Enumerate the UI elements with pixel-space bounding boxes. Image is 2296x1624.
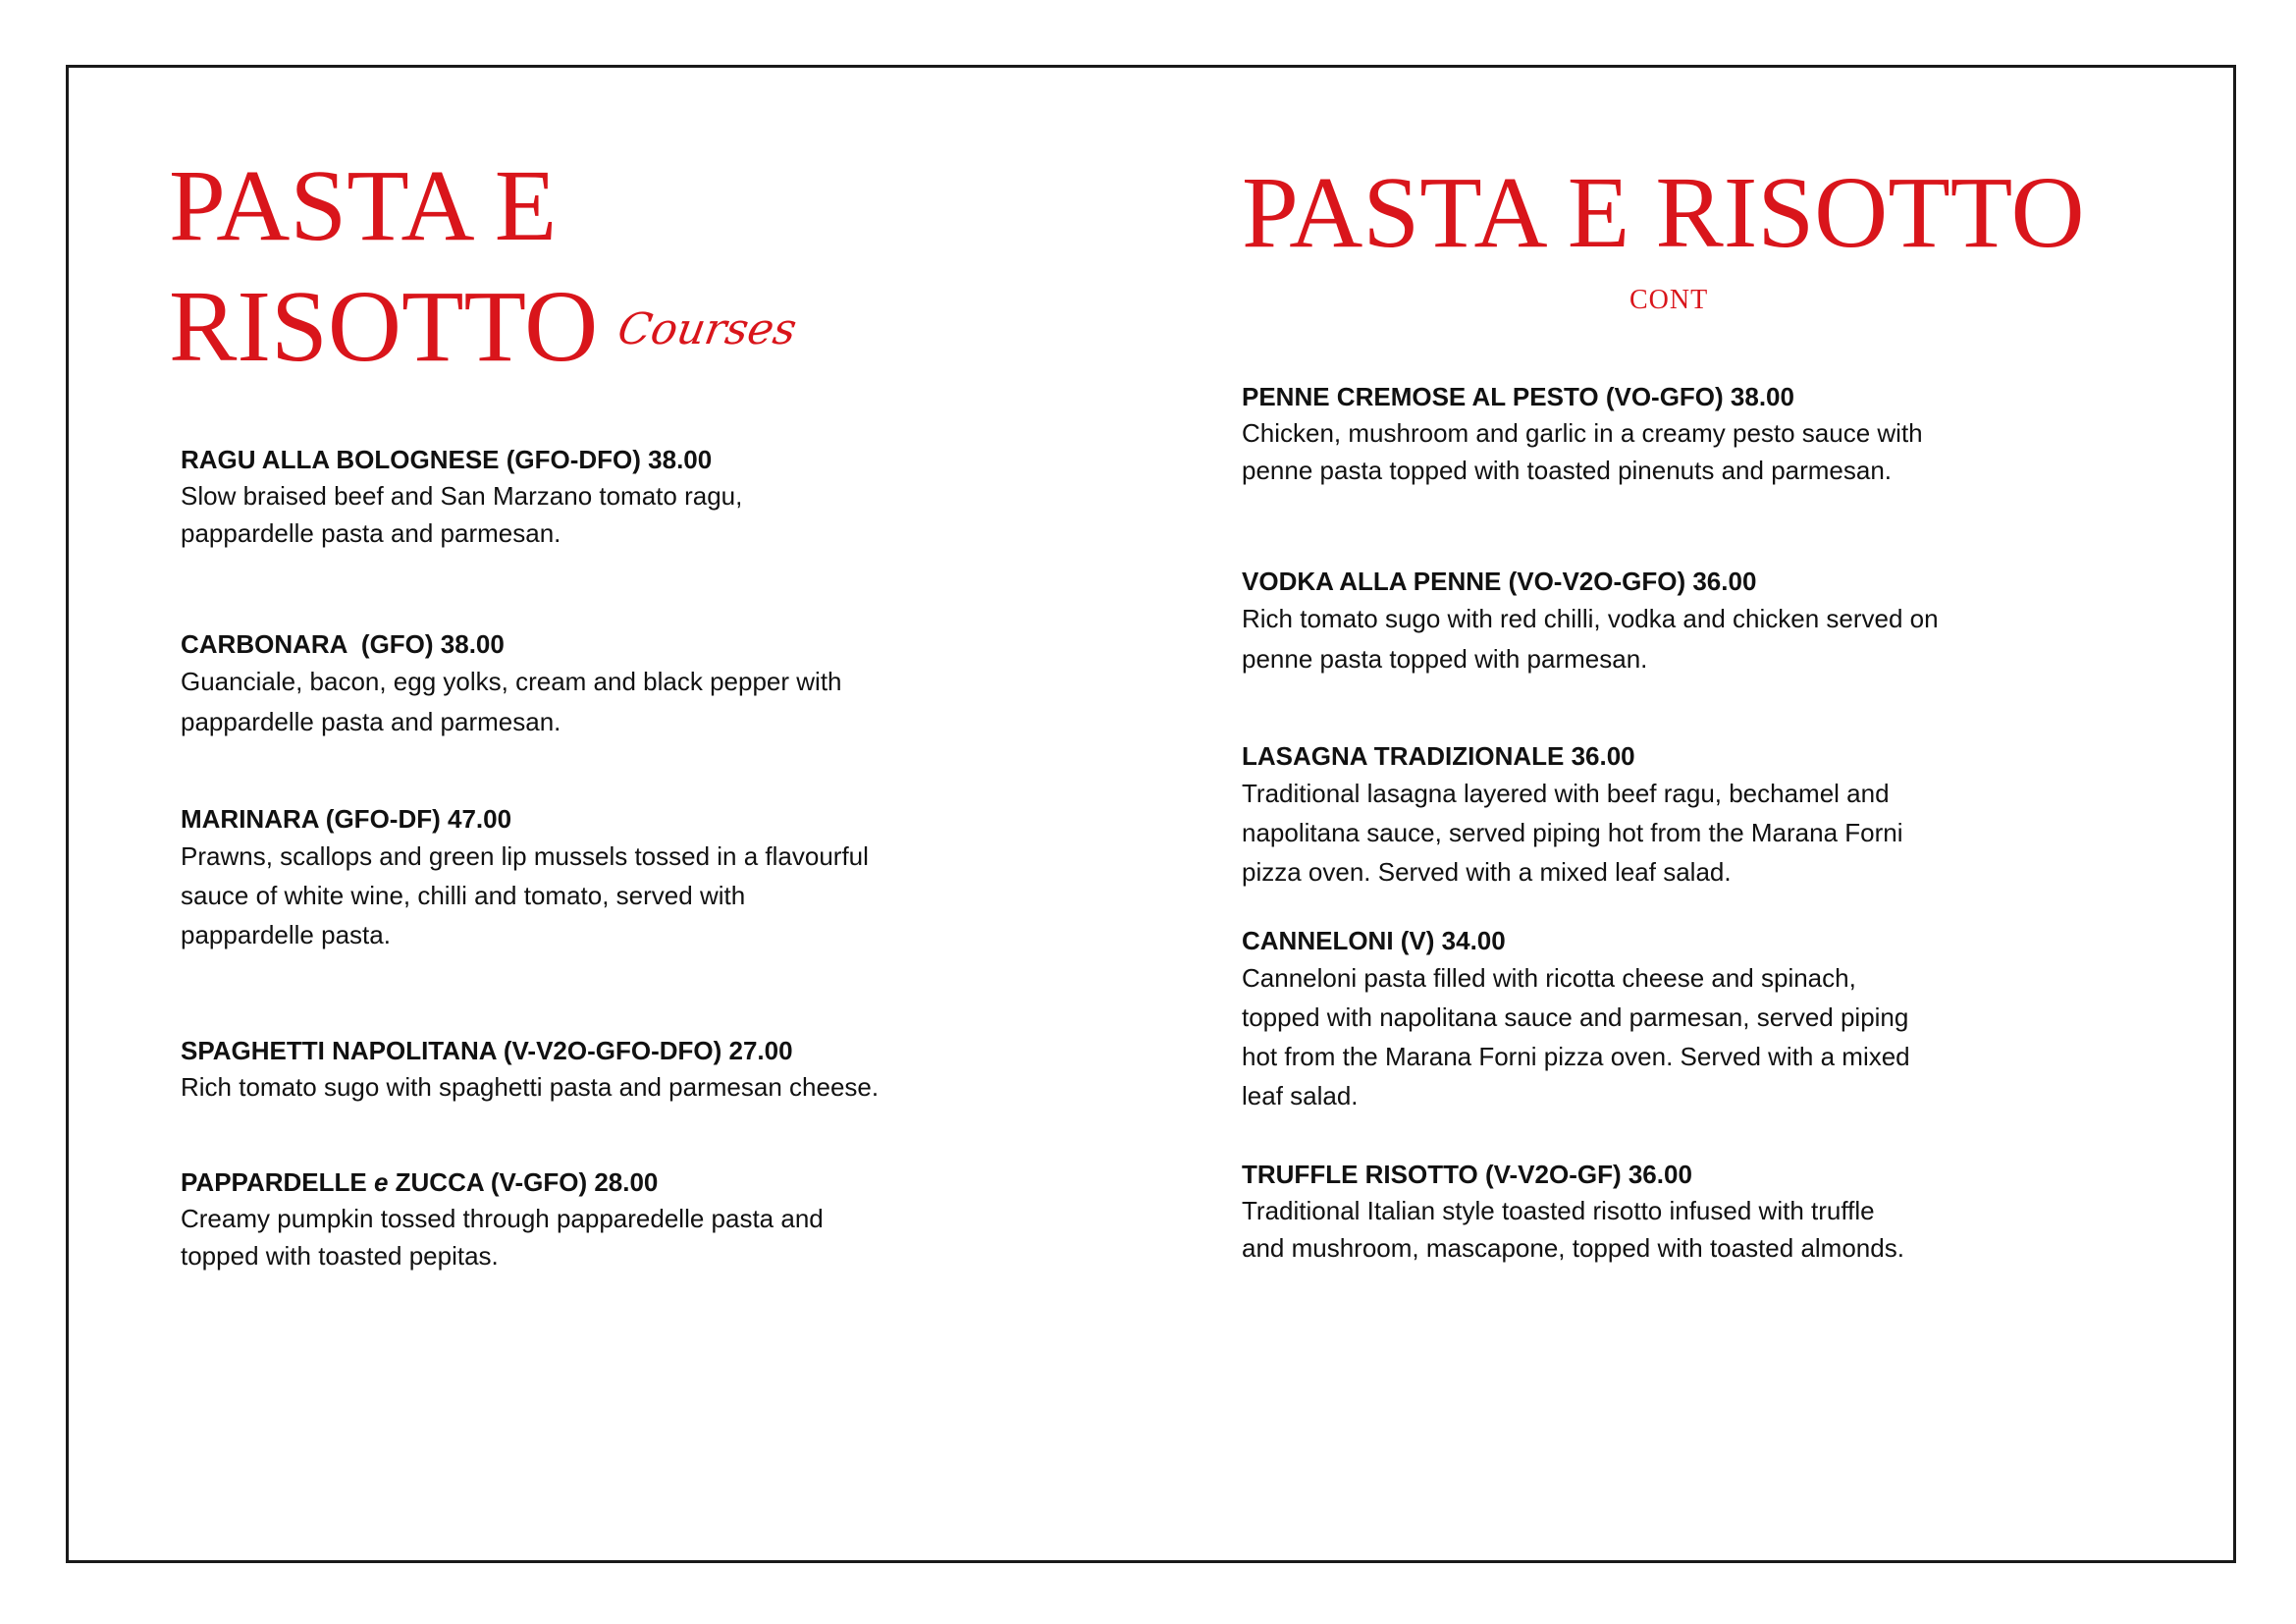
item-description-line: topped with toasted pepitas. (181, 1241, 499, 1271)
item-description-line: Guanciale, bacon, egg yolks, cream and black pepper with (181, 667, 842, 696)
item-description-line: Traditional Italian style toasted risotto infused with truffle (1242, 1196, 1875, 1225)
item-description (181, 837, 986, 954)
item-name-italic: e (373, 1167, 389, 1197)
item-name: TRUFFLE RISOTTO (V-V2O-GF) 36.00 (1242, 1160, 1692, 1189)
item-description-line: Slow braised beef and San Marzano tomato ragu, (181, 481, 743, 511)
menu-item-carbonara (181, 626, 986, 742)
item-name: CANNELONI (V) 34.00 (1242, 926, 1506, 955)
left-title-line2: RISOTTO (169, 270, 599, 383)
item-description-line: Canneloni pasta filled with ricotta cheese and spinach, (1242, 963, 1856, 993)
menu-item-lasagna (1242, 738, 2047, 892)
item-description-line: sauce of white wine, chilli and tomato, served with (181, 881, 746, 910)
item-name: VODKA ALLA PENNE (VO-V2O-GFO) 36.00 (1242, 567, 1757, 596)
item-description-line: pappardelle pasta. (181, 920, 391, 949)
item-description-line: Traditional lasagna layered with beef ragu, bechamel and (1242, 779, 1890, 808)
menu-item-spaghetti-napolitana (181, 1033, 986, 1106)
item-description (181, 662, 986, 742)
menu-item-pappardelle-zucca (181, 1164, 986, 1274)
item-description-line: penne pasta topped with parmesan. (1242, 644, 1648, 674)
item-name-part: ZUCCA (V-GFO) 28.00 (388, 1167, 659, 1197)
item-description (1242, 414, 2047, 489)
item-description (1242, 1192, 2047, 1267)
item-description (1242, 599, 2047, 679)
right-subtitle: CONT (1629, 285, 1709, 315)
item-description (181, 477, 986, 552)
item-name: SPAGHETTI NAPOLITANA (V-V2O-GFO-DFO) 27.00 (181, 1036, 793, 1065)
item-description-line: pappardelle pasta and parmesan. (181, 518, 561, 548)
item-description (1242, 958, 2047, 1115)
item-description (181, 1200, 986, 1274)
item-name: PENNE CREMOSE AL PESTO (VO-GFO) 38.00 (1242, 382, 1794, 411)
menu-item-ragu (181, 442, 986, 552)
item-description-line: Prawns, scallops and green lip mussels tossed in a flavourful (181, 841, 869, 871)
item-description (181, 1068, 986, 1106)
item-description-line: and mushroom, mascapone, topped with toasted almonds. (1242, 1233, 1904, 1263)
item-description (1242, 774, 2047, 892)
left-subtitle: Courses (614, 304, 801, 354)
left-title-line1: PASTA E (169, 149, 558, 262)
item-description-line: Creamy pumpkin tossed through papparedelle pasta and (181, 1204, 824, 1233)
item-description-line: Chicken, mushroom and garlic in a creamy pesto sauce with (1242, 418, 1923, 448)
menu-item-vodka-penne (1242, 564, 2047, 679)
item-description-line: Rich tomato sugo with red chilli, vodka and chicken served on (1242, 604, 1939, 633)
menu-item-truffle-risotto (1242, 1157, 2047, 1267)
item-description-line: hot from the Marana Forni pizza oven. Served with a mixed (1242, 1042, 1910, 1071)
menu-item-marinara (181, 801, 986, 954)
menu-item-canneloni (1242, 923, 2047, 1115)
item-description-line: pappardelle pasta and parmesan. (181, 707, 561, 736)
item-name (181, 1164, 986, 1200)
item-description-line: napolitana sauce, served piping hot from the Marana Forni (1242, 818, 1903, 847)
item-name: LASAGNA TRADIZIONALE 36.00 (1242, 741, 1635, 771)
item-description-line: leaf salad. (1242, 1081, 1359, 1110)
item-name: CARBONARA (GFO) 38.00 (181, 629, 505, 659)
item-description-line: penne pasta topped with toasted pinenuts and parmesan. (1242, 456, 1893, 485)
item-name: RAGU ALLA BOLOGNESE (GFO-DFO) 38.00 (181, 445, 713, 474)
item-description-line: Rich tomato sugo with spaghetti pasta and parmesan cheese. (181, 1072, 880, 1102)
menu-item-penne-cremose (1242, 379, 2047, 489)
right-title: PASTA E RISOTTO (1242, 156, 2085, 269)
item-name: MARINARA (GFO-DF) 47.00 (181, 804, 512, 834)
item-description-line: topped with napolitana sauce and parmesan, served piping (1242, 1002, 1909, 1032)
item-name-part: PAPPARDELLE (181, 1167, 374, 1197)
item-description-line: pizza oven. Served with a mixed leaf salad. (1242, 857, 1732, 887)
